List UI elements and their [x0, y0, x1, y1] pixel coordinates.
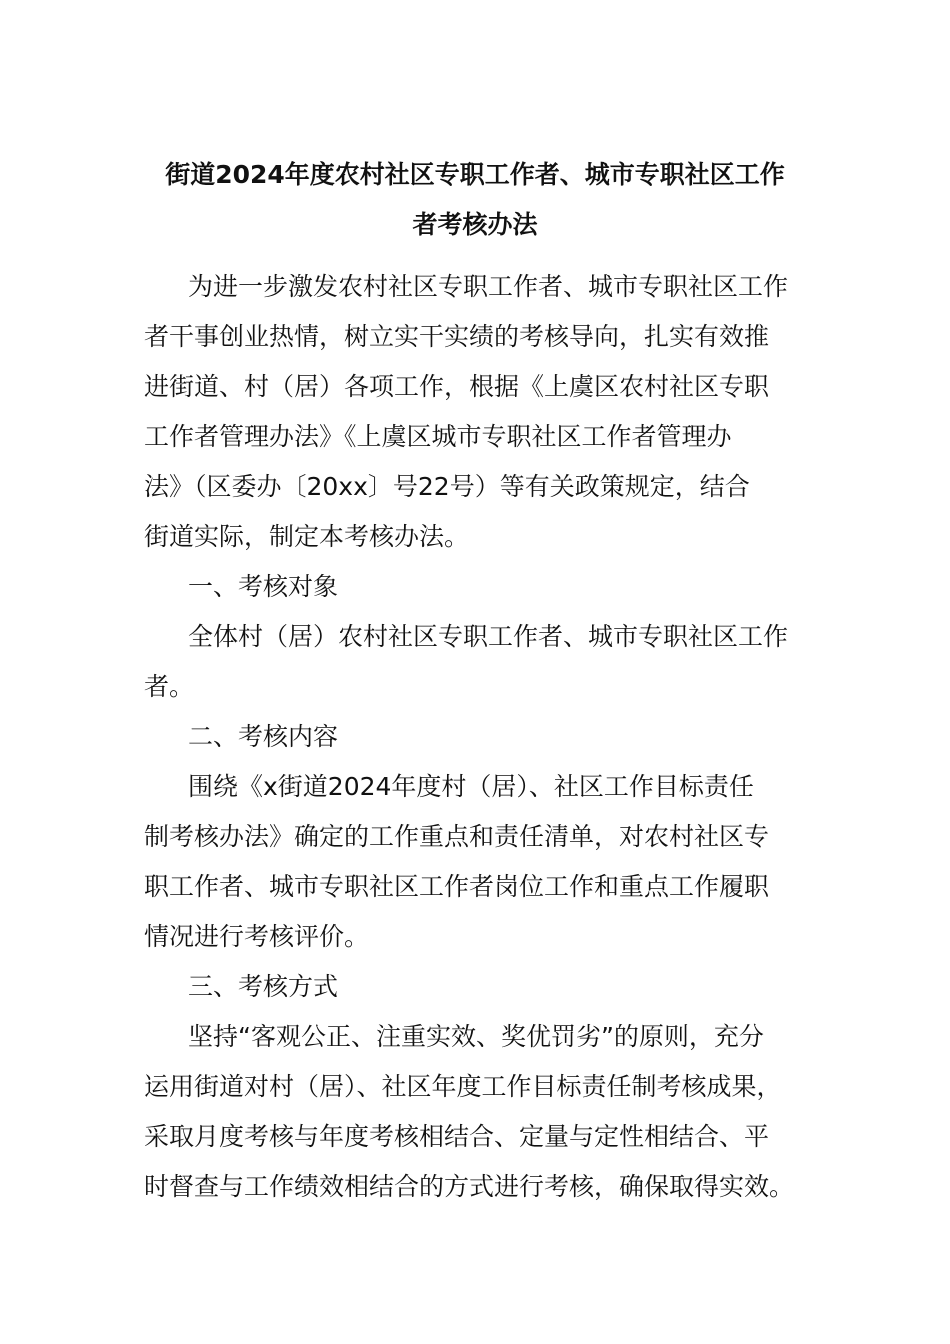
heading-text: 三、考核方式 [188, 972, 339, 1001]
text-line: 制考核办法》确定的工作重点和责任清单，对农村社区专 [144, 822, 770, 851]
text-line: 运用街道对村（居）、社区年度工作目标责任制考核成果， [144, 1072, 782, 1101]
text-line: 职工作者、城市专职社区工作者岗位工作和重点工作履职 [144, 872, 770, 901]
heading-text: 二、考核内容 [188, 722, 339, 751]
title-line: 者考核办法 [412, 210, 538, 239]
section-heading-2 [144, 712, 806, 762]
document-title [144, 150, 806, 250]
text-line: 全体村（居）农村社区专职工作者、城市专职社区工作 [188, 622, 789, 651]
text-line: 者干事创业热情，树立实干实绩的考核导向，扎实有效推 [144, 322, 770, 351]
text-line: 进街道、村（居）各项工作，根据《上虞区农村社区专职 [144, 372, 770, 401]
text-line: 街道实际，制定本考核办法。 [144, 522, 470, 551]
paragraph-target [144, 612, 806, 712]
text-line: 坚持“客观公正、注重实效、奖优罚劣”的原则，充分 [188, 1022, 764, 1051]
section-heading-1 [144, 562, 806, 612]
text-line: 采取月度考核与年度考核相结合、定量与定性相结合、平 [144, 1122, 770, 1151]
text-line: 者。 [144, 672, 195, 701]
paragraph-content [144, 762, 806, 962]
text-line: 法》（区委办〔20xx〕号22号）等有关政策规定，结合 [144, 472, 750, 501]
paragraph-intro [144, 262, 806, 562]
heading-text: 一、考核对象 [188, 572, 339, 601]
text-line: 为进一步激发农村社区专职工作者、城市专职社区工作 [188, 272, 789, 301]
text-line: 时督查与工作绩效相结合的方式进行考核，确保取得实效。 [144, 1172, 795, 1201]
text-line: 情况进行考核评价。 [144, 922, 370, 951]
text-line: 工作者管理办法》《上虞区城市专职社区工作者管理办 [144, 422, 732, 451]
document-body [144, 262, 806, 1212]
paragraph-method [144, 1012, 806, 1212]
text-line: 围绕《x街道2024年度村（居）、社区工作目标责任 [188, 772, 754, 801]
title-line: 街道2024年度农村社区专职工作者、城市专职社区工作 [165, 160, 785, 189]
section-heading-3 [144, 962, 806, 1012]
